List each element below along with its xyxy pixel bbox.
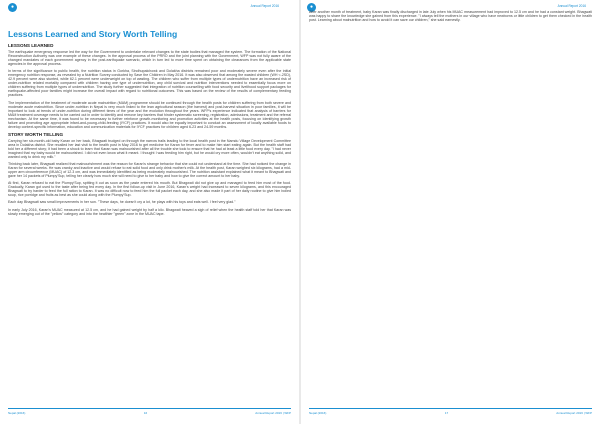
story-paragraph: In early July 2016, Karan's MUAC measured at 12.5 cm, and he had gained weight by half a kilo. Bhagwati heaved a sigh of relief when the health staff told her that Karan was slowly emerging out of the "yellow" category and into the healthier "green" zone in the MUAC tape.: [8, 207, 291, 216]
right-page-content: [309, 10, 592, 25]
wfp-logo-icon: ●: [8, 3, 17, 12]
paragraph: The earthquake emergency response led the way for the Government to undertake relevant changes to the state bodies that managed the system. The formation of the National Reconstruction Authority was one example of these changes. In the approval process of the PRRO and the joint planning with the Government, WFP was not fully aware of the changed mandates of each government agency in the post-earthquake scenario, which in turn led to more time spent on obtaining the clearances from the applicable state agencies in the approval process.: [8, 50, 291, 67]
footer-report: Annual Report 2016 | WFP: [556, 410, 592, 415]
running-header: Annual Report 2016: [250, 4, 279, 8]
paragraph: In terms of the significance to public health, the nutrition status in Gorkha, Sindhupalchowk and Dolakha districts remained poor and moderately severe even after the initial emergency nutrition response, as revealed by a Nutrition Survey conducted by Save the Children in May 2016. It was also observed that among the wasted children (WH <-2SD), 42.9 percent were also stunted, while 62.1 percent were underweight on top of wasting. The children who suffer from multiple types of undernutrition have an increased risk of under-nutrition related mortality compared with children having one type of undernutrition, any child survival and nutrition interventions needed to essentially focus more on children suffering from multiple types of undernutrition. The study further suggested that integration of nutrition counselling with food security and livelihood support packages for earthquake-affected poor families might increase the overall impact with regard to nutritional outcomes. This was based on the review of the results of complementary feeding practices.: [8, 69, 291, 98]
page-footer: [309, 408, 592, 415]
story-paragraph: Each day Bhagwati saw small improvements in her son. "These days, he doesn't cry a lot, he plays with his toys and eats well. I feel very glad.": [8, 200, 236, 205]
left-page: [0, 0, 299, 424]
page-footer: [8, 408, 291, 415]
paragraph: The implementation of the treatment of moderate acute malnutrition (MAM) programme should be continued through the health posts for children suffering from both severe and moderate acute malnutrition. Since under-nutrition in Nepal is very much linked to the lean agricultural season (the harvest) and post-harvest situation in poor families, it will be important to look at trends of under-nutrition during different times of the year and the evolution throughout the years. WFP's experience indicated that analysis of barriers for MAM treatment coverage needs to be carried out in order to identify and remove key barriers that hinder systematic screening, registration, admissions, treatment and the referral mechanism. At the same time, it was found to be necessary to further reinforce growth-monitoring and promotion activities at the health posts, focusing on identifying growth failure and promoting age appropriate infant-and-young-child-feeding (IYCF) practices. It would also be equally important to conduct an assessment of locally available foods to develop context-specific information, education and communication materials for IYCF practices for children aged 6-23 and 24-59 months.: [8, 100, 291, 129]
running-header: Annual Report 2016: [557, 4, 586, 8]
story-paragraph: Thinking back later, Bhagwati realized that malnourishment was the reason for Karan's strange behavior that she could not understand at the time. She had noticed the change in Karan for several weeks. He was cranky and inactive and would refuse to eat solid food and only drink mother's milk. At the health post, Karan weighed six kilograms, had a mid-upper arm circumference (MUAC) of 12.3 cm, and was immediately identified as being moderately malnourished. The nutrition assistant explained what it meant to Bhagwati and gave her 14 packets of Plumpy'Sup, telling her clearly how much she will need to give to her baby and how to give the correct amount to her baby.: [8, 162, 291, 179]
page-title: Lessons Learned and Story Worth Telling: [8, 29, 178, 39]
story-paragraph: Carrying her six-month-old baby Karan on her back, Bhagwati trudged on through the narrow trails leading to the local health post in the Namdu Village Development Committee area in Dolakha district. She recalled her last visit to the health post in May 2016 to get medicine for Karan for fever and to make him start eating again. But the health staff had told her a different story; it had been a shock to learn that Karan was malnourished after all the trouble she took to ensure that he had at least a little food every day. "I had never imagined that my baby would be malnourished. I did not even know what it meant. I thought I was feeding him right, but he would cry more often, wouldn't eat anything solid, and wanted only to drink my milk.": [8, 138, 291, 160]
section-heading-lessons: LESSONS LEARNED: [8, 43, 54, 48]
footer-country: Nepal (2016): [309, 410, 327, 415]
footer-report: Annual Report 2016 | WFP: [255, 410, 291, 415]
story-paragraph: At first, Karan refused to eat the Plumpy'Sup, spitting it out as soon as the paste entered his mouth. But Bhagwati did not give up and managed to feed him most of the food. Gradually, Karan got used to the taste after being fed every day. In the first follow-up visit in June 2016, Karan's weight had increased to seven kilograms, and this encouraged Bhagwati to try harder to feed the full ration to Karan. It was no difficult now to feed him the full packet each day, and she also made it part of her daily routine to give him boiled soup, rice porridge and fruits as best as she could along with the Plumpy'Sup.: [8, 181, 291, 198]
footer-country: Nepal (2016): [8, 410, 26, 415]
right-page: [301, 0, 600, 424]
page-number: 16: [143, 410, 148, 415]
paragraph: After another month of treatment, baby Karan was finally discharged in late July when his MUAC measurement had improved to 12.5 cm and he had a constant weight. Bhagwati was happy to share the knowledge she gained from this experience. "I always tell the mothers in our village who have newborns or little children to get them checked in the health post. Learning about malnutrition and how to avoid it can save our children," she said earnestly.: [309, 10, 592, 23]
left-page-content: [8, 29, 291, 219]
wfp-logo-icon: ●: [307, 3, 316, 12]
section-heading-story: STORY WORTH TELLING: [8, 131, 64, 137]
page-number: 17: [444, 410, 449, 415]
